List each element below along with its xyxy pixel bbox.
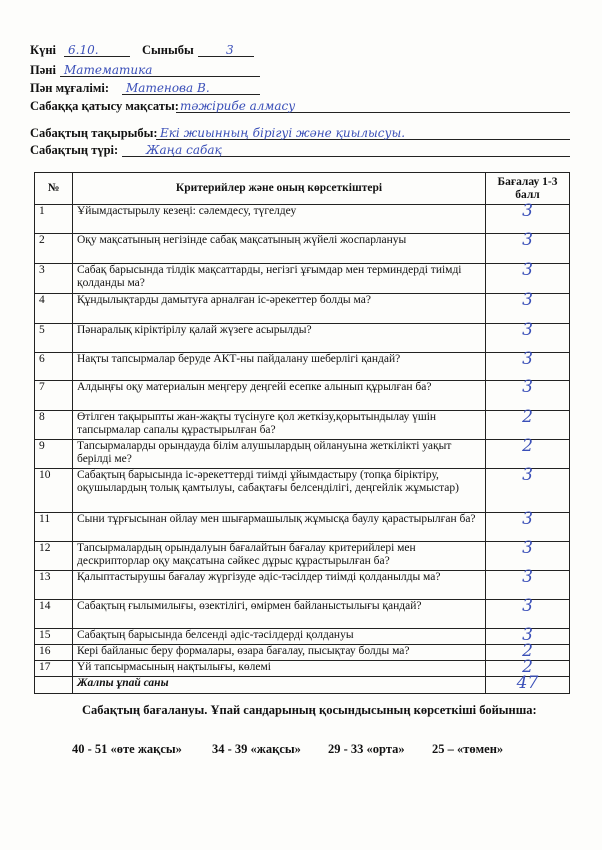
table-row [35, 661, 570, 677]
purpose-field[interactable] [176, 98, 570, 113]
scale-low [432, 742, 503, 757]
criterion-text: Тапсырмалардың орындалуын бағалайтын бағалау критерийлері мен дескрипторлар оқу мақсатына сәйкес дұрыс құрастырылған ба? [73, 542, 486, 571]
table-row [35, 513, 570, 542]
purpose-label: Сабаққа қатысу мақсаты: [30, 99, 179, 113]
row-number: 11 [35, 513, 73, 542]
scale-range: 29 - 33 [328, 742, 364, 756]
criterion-score[interactable]: 3 [486, 294, 570, 324]
criterion-score[interactable]: 3 [486, 513, 570, 542]
scale-label: «өте жақсы» [110, 742, 182, 756]
purpose-value: тәжірибе алмасу [180, 99, 296, 113]
type-value: Жаңа сабақ [146, 143, 222, 157]
scale-range: 34 - 39 [212, 742, 248, 756]
scale-range: 40 - 51 [72, 742, 108, 756]
row-number: 6 [35, 353, 73, 381]
criterion-score[interactable]: 3 [486, 234, 570, 264]
criterion-text: Сабақ барысында тілдік мақсаттарды, негізгі ұғымдар мен терминдерді тиімді қолданды ма? [73, 264, 486, 294]
table-row [35, 411, 570, 440]
criterion-score[interactable]: 3 [486, 600, 570, 629]
row-number: 2 [35, 234, 73, 264]
criterion-text: Кері байланыс беру формалары, өзара бағалау, пысықтау болды ма? [73, 645, 486, 661]
topic-label: Сабақтың тақырыбы: [30, 126, 158, 140]
table-row [35, 234, 570, 264]
criterion-text: Ұйымдастырылу кезеңі: сәлемдесу, түгелдеу [73, 205, 486, 234]
row-number: 8 [35, 411, 73, 440]
evaluation-title: Сабақтың бағалануы. Ұпай сандарының қосындысының көрсеткіші бойынша: [82, 703, 537, 717]
row-number: 14 [35, 600, 73, 629]
teacher-field[interactable] [122, 80, 260, 95]
row-number: 17 [35, 661, 73, 677]
row-number: 1 [35, 205, 73, 234]
total-label: Жалпы ұпай саны [73, 677, 486, 694]
scale-excellent [72, 742, 182, 757]
criterion-text: Өтілген тақырыпты жан-жақты түсінуге қол жеткізу,қорытындылау үшін тапсырмалар сапалы құрастырылған ба? [73, 411, 486, 440]
subject-value: Математика [64, 63, 153, 77]
criterion-text: Сабақтың ғылымилығы, өзектілігі, өмірмен байланыстылығы қандай? [73, 600, 486, 629]
criterion-score[interactable]: 3 [486, 381, 570, 411]
total-row [35, 677, 570, 694]
scale-range: 25 – [432, 742, 454, 756]
type-label: Сабақтың түрі: [30, 143, 119, 157]
table-row [35, 294, 570, 324]
class-value: 3 [226, 43, 234, 57]
table-row [35, 629, 570, 645]
criterion-score[interactable]: 2 [486, 440, 570, 469]
criterion-text: Сабақтың барысында белсенді әдіс-тәсілдерді қолдануы [73, 629, 486, 645]
total-num-cell [35, 677, 73, 694]
row-number: 4 [35, 294, 73, 324]
scale-average [328, 742, 405, 757]
criterion-score[interactable]: 3 [486, 324, 570, 353]
total-score[interactable]: 47 [486, 677, 570, 694]
criterion-score[interactable]: 3 [486, 542, 570, 571]
table-row [35, 542, 570, 571]
table-row [35, 469, 570, 513]
criterion-score[interactable]: 2 [486, 661, 570, 677]
criterion-text: Тапсырмаларды орындауда білім алушылардың ойлануына жеткілікті уақыт берілді ме? [73, 440, 486, 469]
criterion-text: Үй тапсырмасының нақтылығы, көлемі [73, 661, 486, 677]
criterion-text: Сыни тұрғысынан ойлау мен шығармашылық жұмысқа баулу қарастырылған ба? [73, 513, 486, 542]
row-number: 10 [35, 469, 73, 513]
criterion-text: Пәнаралық кіріктірілу қалай жүзеге асырылды? [73, 324, 486, 353]
criteria-header: Критерийлер және оның көрсеткіштері [73, 173, 486, 205]
class-field[interactable] [198, 42, 254, 57]
criteria-body [35, 201, 570, 677]
criterion-score[interactable]: 3 [486, 469, 570, 513]
subject-label: Пәні [30, 63, 56, 77]
table-row [35, 381, 570, 411]
row-number: 12 [35, 542, 73, 571]
class-label: Сыныбы [142, 43, 194, 57]
table-row [35, 324, 570, 353]
criterion-score[interactable]: 3 [486, 629, 570, 645]
criterion-score[interactable]: 2 [486, 411, 570, 440]
row-number: 3 [35, 264, 73, 294]
scale-label: «төмен» [457, 742, 504, 756]
table-row [35, 353, 570, 381]
table-header-row [35, 173, 570, 205]
row-number: 16 [35, 645, 73, 661]
criterion-text: Құндылықтарды дамытуға арналған іс-әрекеттер болды ма? [73, 294, 486, 324]
teacher-value: Матенова В. [126, 81, 210, 95]
criterion-text: Нақты тапсырмалар беруде АКТ-ны пайдалану шеберлігі қандай? [73, 353, 486, 381]
score-header: Бағалау 1-3 балл [486, 173, 570, 205]
teacher-label: Пән мұғалімі: [30, 81, 110, 95]
criterion-text: Алдыңғы оқу материалын меңгеру деңгейі есепке алынып құрылған ба? [73, 381, 486, 411]
criteria-table [34, 172, 570, 694]
criterion-text: Сабақтың барысында іс-әрекеттерді тиімді ұйымдастыру (топқа біріктіру, оқушылардың толық қамтылуы, сабақтағы белсенділігі, деңгейлік жұмыстар) [73, 469, 486, 513]
table-row [35, 571, 570, 600]
criterion-score[interactable]: 3 [486, 205, 570, 234]
topic-value: Екі жиынның бірігуі және қиылысуы. [160, 126, 406, 140]
row-number: 9 [35, 440, 73, 469]
date-field[interactable] [64, 42, 130, 57]
criterion-text: Оқу мақсатының негізінде сабақ мақсатының жүйелі жоспарлануы [73, 234, 486, 264]
scale-label: «орта» [366, 742, 405, 756]
num-header: № [35, 173, 73, 205]
date-value: 6.10. [68, 43, 99, 57]
table-row [35, 440, 570, 469]
type-field[interactable] [122, 142, 570, 157]
criterion-score[interactable]: 3 [486, 571, 570, 600]
row-number: 13 [35, 571, 73, 600]
date-label: Күні [30, 43, 56, 57]
row-number: 15 [35, 629, 73, 645]
row-number: 7 [35, 381, 73, 411]
criterion-score[interactable]: 3 [486, 264, 570, 294]
row-number: 5 [35, 324, 73, 353]
table-row [35, 264, 570, 294]
scale-label: «жақсы» [250, 742, 301, 756]
scale-good [212, 742, 301, 757]
table-row [35, 645, 570, 661]
table-row [35, 600, 570, 629]
topic-field[interactable] [156, 125, 570, 140]
subject-field[interactable] [60, 62, 260, 77]
table-row [35, 205, 570, 234]
criterion-score[interactable]: 2 [486, 645, 570, 661]
criterion-score[interactable]: 3 [486, 353, 570, 381]
criterion-text: Қалыптастырушы бағалау жүргізуде әдіс-тәсілдер тиімді қолданылды ма? [73, 571, 486, 600]
